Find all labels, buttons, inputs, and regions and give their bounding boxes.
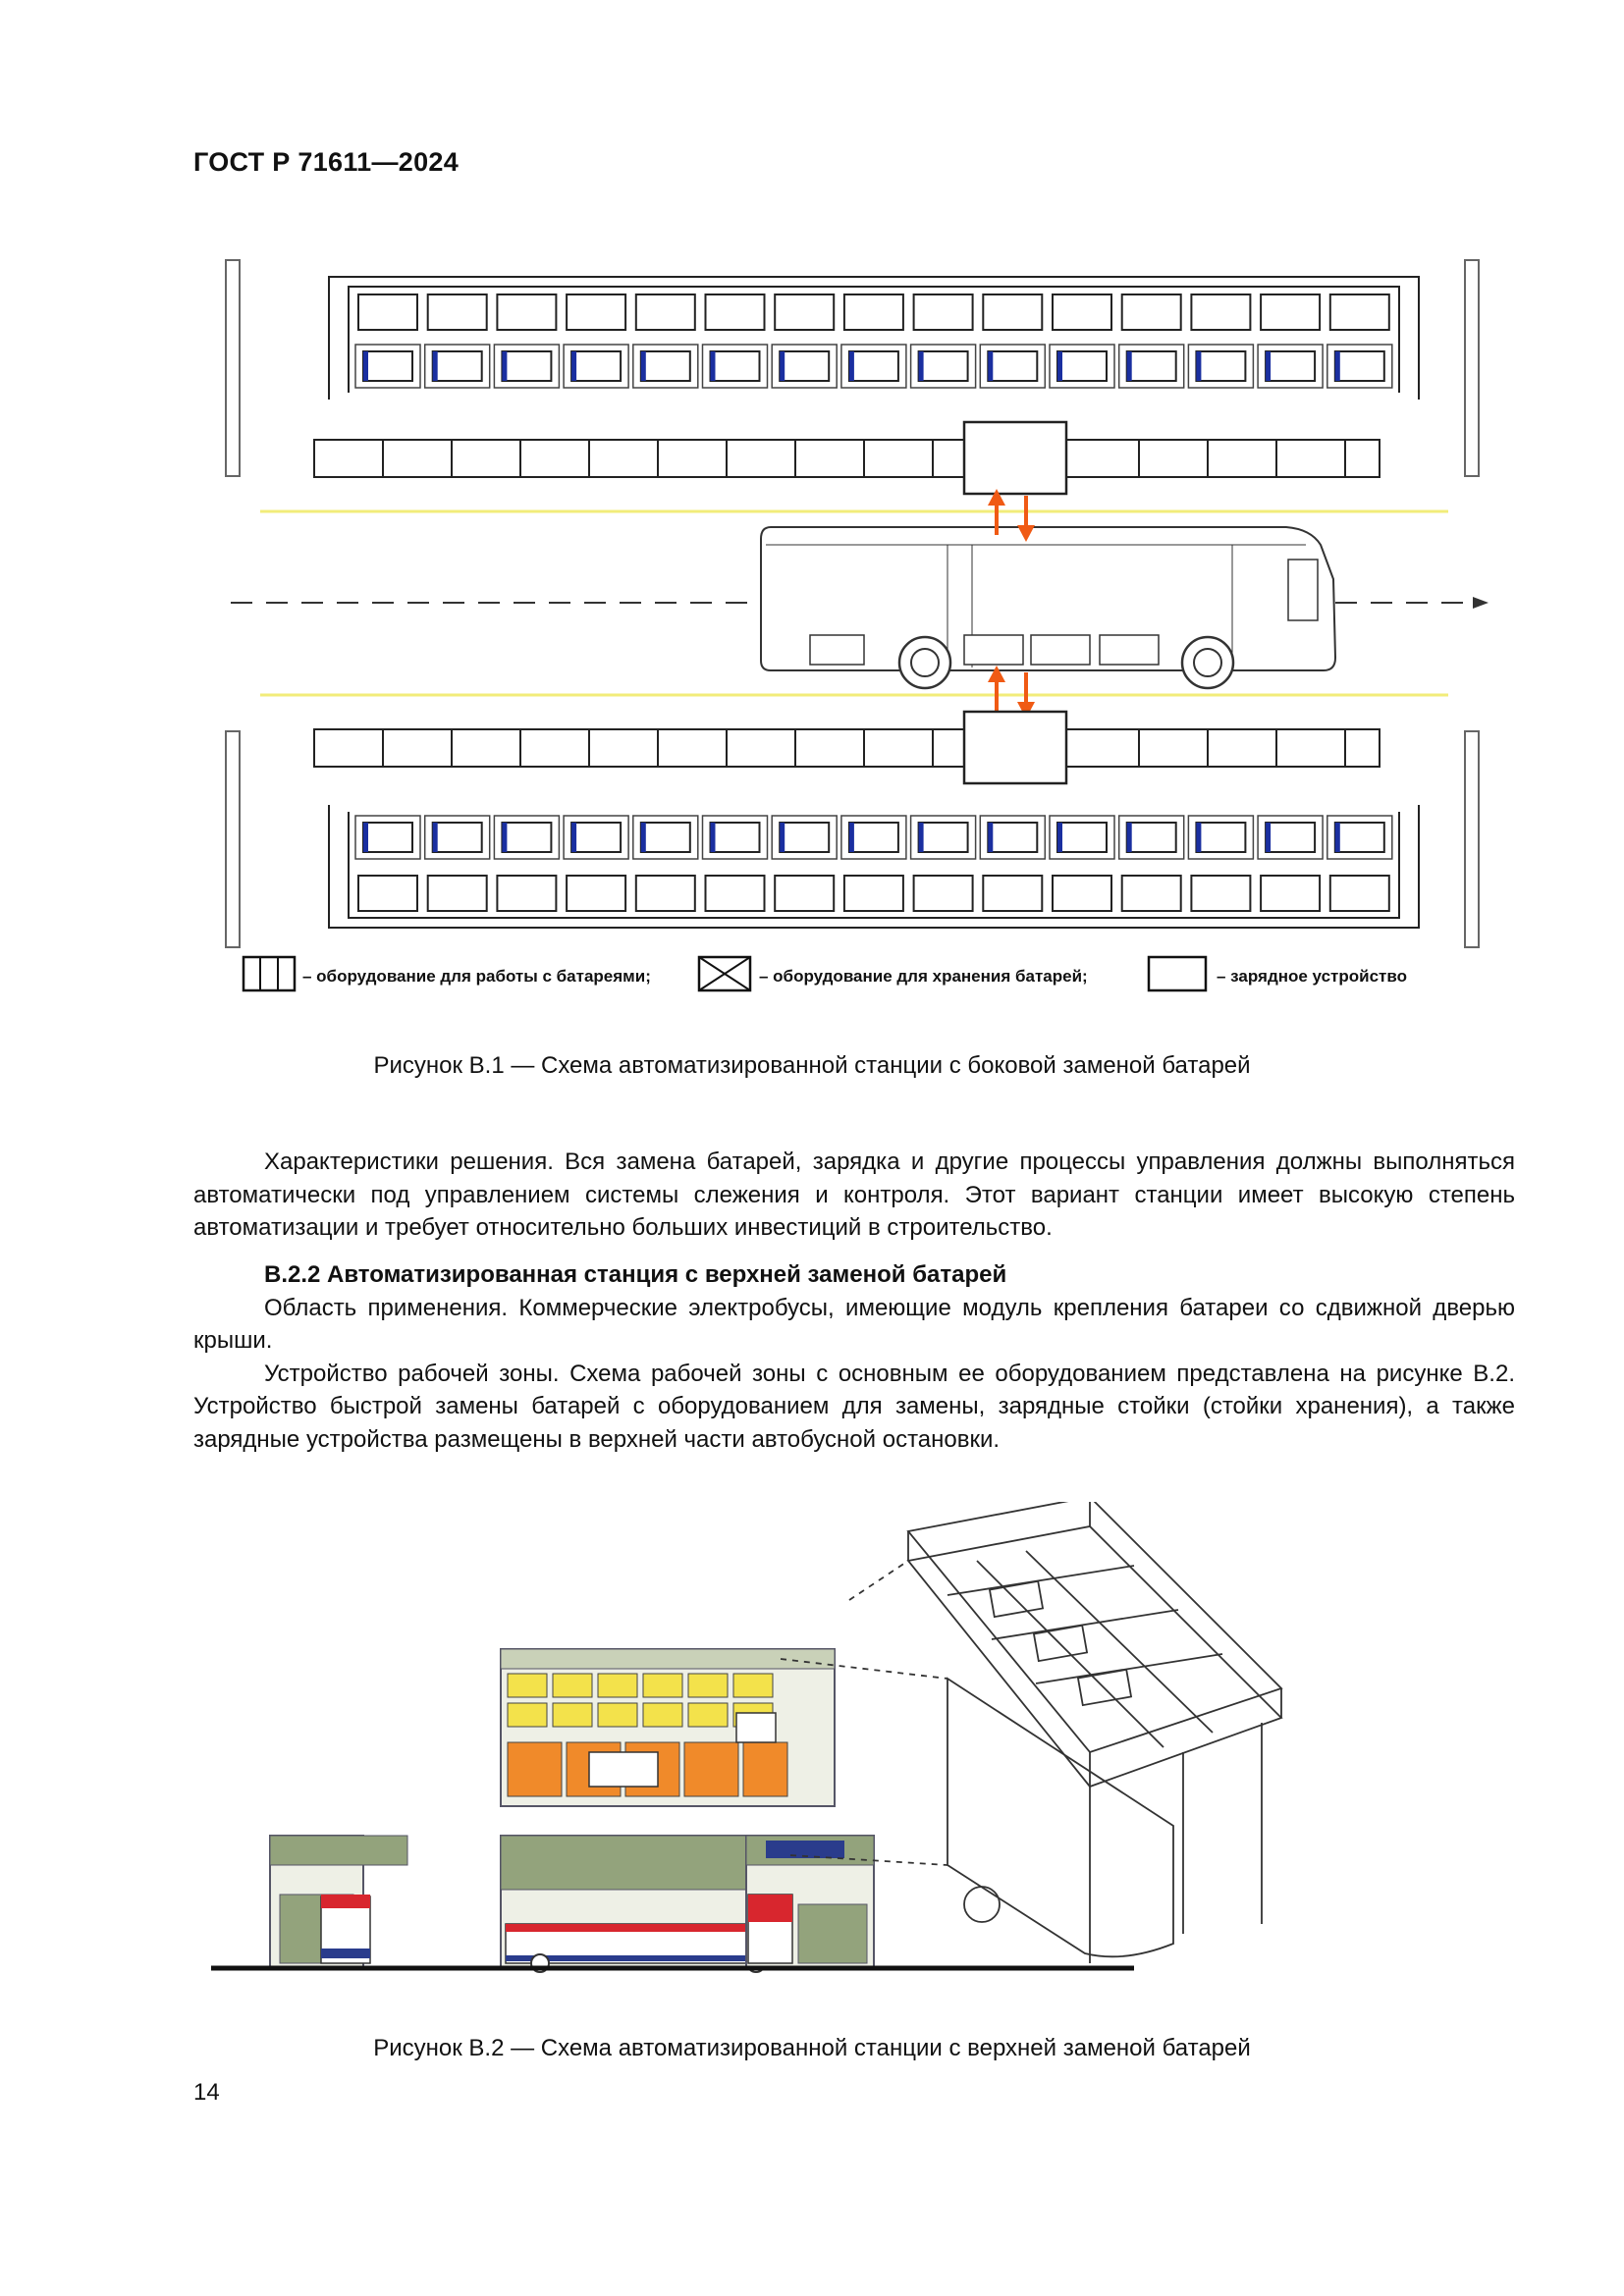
legend-symbol-storage <box>699 957 750 990</box>
top-handling-robot <box>964 422 1066 494</box>
storage-cell <box>564 816 628 859</box>
charger-cell <box>914 294 973 330</box>
paragraph-solution-features: Характеристики решения. Вся замена батарей, зарядка и другие процессы управления должны выполняться автоматически под управлением системы слежения и контроля. Этот вариант станции имеет высокую степень автоматизации и требует относительно больших инвестиций в строительство. <box>193 1148 1515 1241</box>
text-block-2 <box>193 1258 1515 1456</box>
right-post-top <box>1465 260 1479 476</box>
charger-cell <box>844 294 903 330</box>
storage-cell <box>703 816 768 859</box>
storage-cell <box>494 816 559 859</box>
charger-cell <box>1053 294 1111 330</box>
top-handling-track <box>314 422 1380 494</box>
top-battery-storage-row <box>355 345 1392 388</box>
bottom-handling-track <box>314 712 1380 783</box>
page-number: 14 <box>193 2079 220 2106</box>
charger-cell <box>636 294 695 330</box>
storage-cell <box>1188 345 1253 388</box>
bus-stop-left <box>270 1836 407 1968</box>
charger-cell <box>497 876 556 911</box>
charger-cell <box>775 876 834 911</box>
charger-cell <box>358 294 417 330</box>
storage-cell <box>633 816 698 859</box>
charger-cell <box>428 876 487 911</box>
storage-cell <box>1119 345 1184 388</box>
storage-cell <box>703 345 768 388</box>
storage-cell <box>841 816 906 859</box>
charger-cell <box>983 294 1042 330</box>
charger-cell <box>358 876 417 911</box>
storage-cell <box>1050 816 1114 859</box>
charger-cell <box>567 294 625 330</box>
charger-cell <box>1330 294 1389 330</box>
storage-cell <box>911 345 976 388</box>
charger-cell <box>914 876 973 911</box>
charger-cell <box>636 876 695 911</box>
charger-cell <box>775 294 834 330</box>
storage-cell <box>1258 816 1323 859</box>
bottom-battery-storage-row <box>355 816 1392 859</box>
paragraph-work-zone: Устройство рабочей зоны. Схема рабочей зоны с основным ее оборудованием представлена на рисунке В.2. Устройство быстрой замены батарей с оборудованием для замены, зарядные стойки (стойки хранения), а также зарядные устройства размещены в верхней части автобусной остановки. <box>193 1360 1515 1453</box>
storage-cell <box>911 816 976 859</box>
charger-cell <box>1261 294 1320 330</box>
legend-symbol-handling <box>244 957 295 990</box>
legend-label-charger: – зарядное устройство <box>1217 967 1407 986</box>
storage-cell <box>1327 816 1392 859</box>
charger-cell <box>844 876 903 911</box>
battery-rack-detail <box>501 1649 835 1806</box>
storage-cell <box>355 816 420 859</box>
charger-cell <box>1191 876 1250 911</box>
storage-cell <box>633 345 698 388</box>
left-post-top <box>226 260 240 476</box>
charger-cell <box>497 294 556 330</box>
charger-cell <box>983 876 1042 911</box>
bus-stop-right <box>746 1836 874 1968</box>
storage-cell <box>772 345 837 388</box>
bottom-handling-robot <box>964 712 1066 783</box>
legend-label-storage: – оборудование для хранения батарей; <box>759 967 1088 986</box>
figure-top-swap-station <box>201 1502 1517 1993</box>
storage-cell <box>772 816 837 859</box>
charger-cell <box>706 294 765 330</box>
storage-cell <box>425 816 490 859</box>
storage-cell <box>1050 345 1114 388</box>
storage-cell <box>355 345 420 388</box>
figure-side-swap-station <box>216 250 1492 1026</box>
charger-cell <box>1330 876 1389 911</box>
storage-cell <box>425 345 490 388</box>
storage-cell <box>564 345 628 388</box>
storage-cell <box>841 345 906 388</box>
storage-cell <box>1258 345 1323 388</box>
storage-cell <box>980 345 1045 388</box>
figure1-caption: Рисунок В.1 — Схема автоматизированной станции с боковой заменой батарей <box>373 1052 1251 1079</box>
charger-cell <box>706 876 765 911</box>
storage-cell <box>1327 345 1392 388</box>
right-post-bottom <box>1465 731 1479 947</box>
top-charger-row <box>358 294 1389 330</box>
charger-cell <box>1191 294 1250 330</box>
legend-symbol-charger <box>1149 957 1206 990</box>
route-arrow-head <box>1473 597 1489 609</box>
charger-cell <box>1122 876 1181 911</box>
legend-label-handling: – оборудование для работы с батареями; <box>302 967 651 986</box>
left-post-bottom <box>226 731 240 947</box>
figure2-caption: Рисунок В.2 — Схема автоматизированной станции с верхней заменой батарей <box>373 2035 1251 2061</box>
charger-cell <box>567 876 625 911</box>
charger-cell <box>1261 876 1320 911</box>
section-heading-b22: В.2.2 Автоматизированная станция с верхней заменой батарей <box>264 1261 1007 1288</box>
storage-cell <box>1188 816 1253 859</box>
bottom-charger-row <box>358 876 1389 911</box>
storage-cell <box>1119 816 1184 859</box>
document-code: ГОСТ Р 71611—2024 <box>193 147 460 177</box>
bus-side-view <box>761 527 1335 688</box>
charger-cell <box>1122 294 1181 330</box>
storage-cell <box>980 816 1045 859</box>
figure1-legend <box>244 957 1407 990</box>
text-block-1 <box>193 1146 1515 1245</box>
charger-cell <box>1053 876 1111 911</box>
storage-cell <box>494 345 559 388</box>
paragraph-scope: Область применения. Коммерческие электробусы, имеющие модуль крепления батареи со сдвижной дверью крыши. <box>193 1294 1515 1354</box>
charger-cell <box>428 294 487 330</box>
